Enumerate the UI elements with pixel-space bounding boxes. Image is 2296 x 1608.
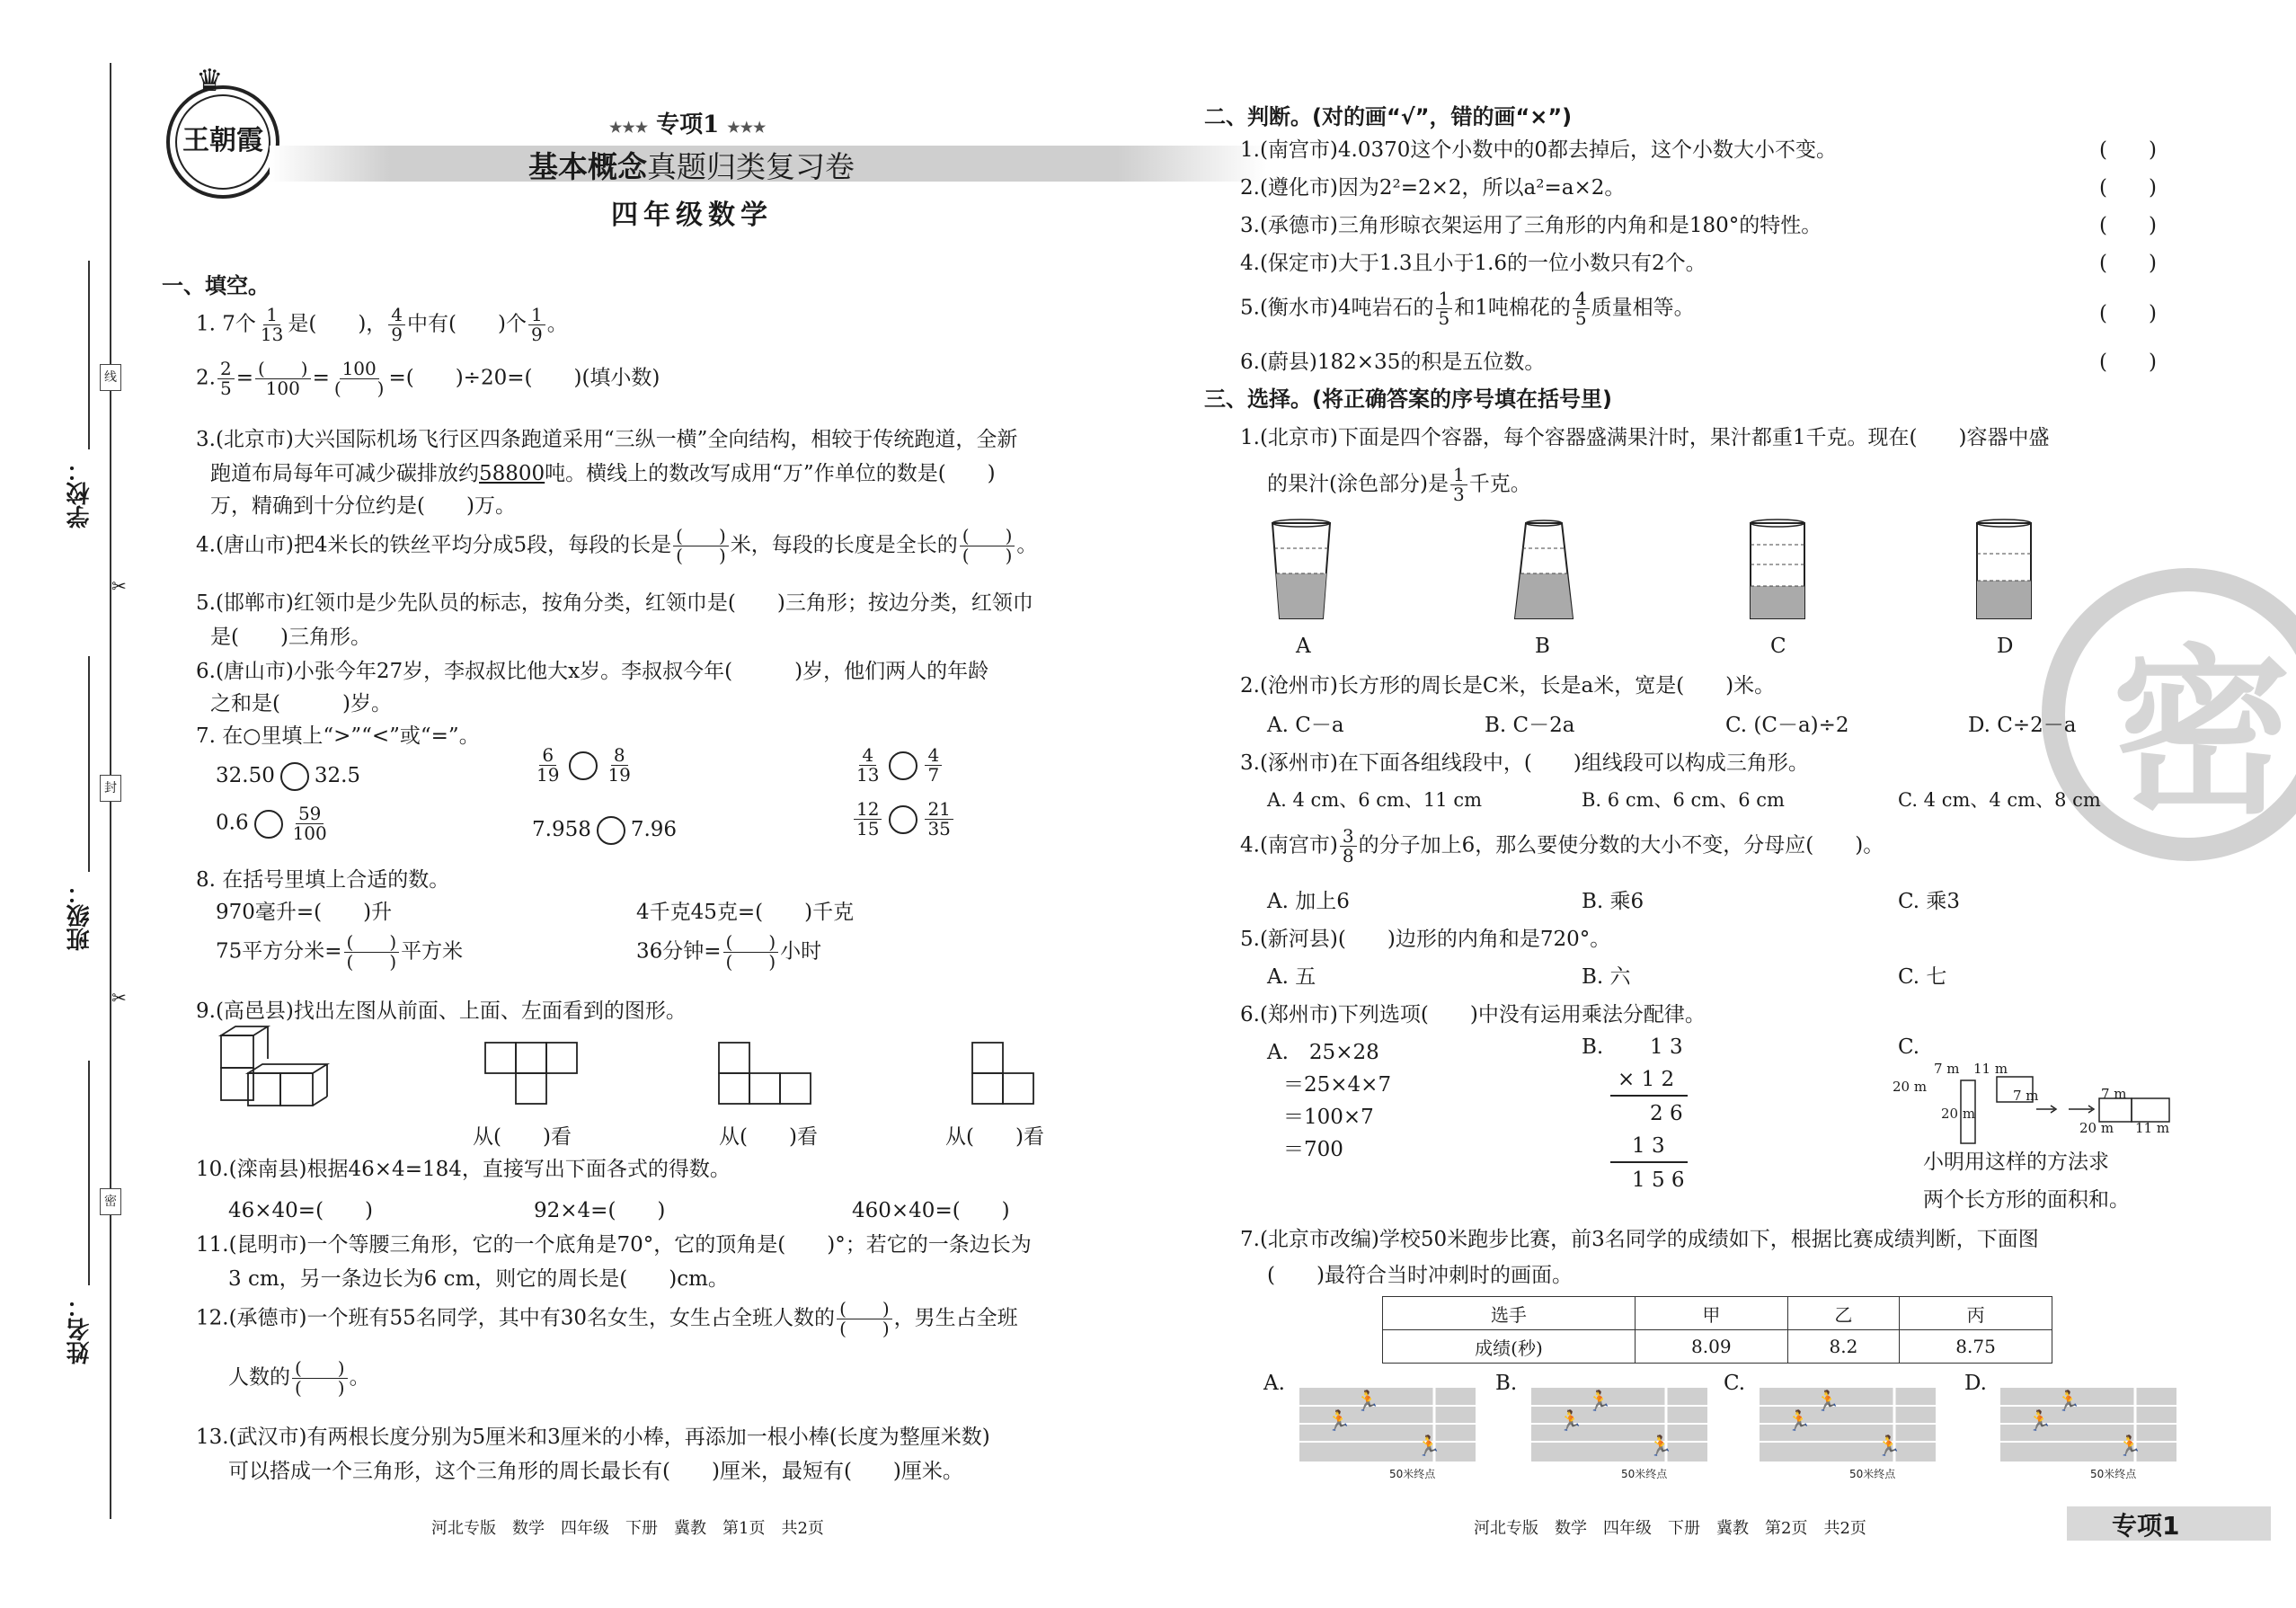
binding-mark-seal: 封: [100, 775, 121, 802]
svg-text:🏃: 🏃: [2117, 1435, 2142, 1458]
table-row: [1383, 1330, 2052, 1364]
binding-mark-close: 密: [100, 1188, 121, 1215]
opt-c-note-1: 小明用这样的方法求: [1923, 1150, 2109, 1174]
calc-line: ＝25×4×7: [1283, 1073, 1392, 1097]
q7: 7. 在○里填上“>”“<”或“=”。: [196, 724, 480, 748]
judge-3-answer[interactable]: ( ): [2099, 214, 2157, 237]
fraction: $\frac{1}{9}$: [528, 306, 545, 344]
svg-text:🏃: 🏃: [2056, 1390, 2081, 1413]
cup-c-label: C: [1770, 635, 1786, 658]
scissor-icon: ✂: [111, 987, 127, 1008]
q12-line1: 12.(承德市)一个班有55名同学，其中有30名女生，女生占全班人数的 ( ) ( ) ，男生占全班: [196, 1298, 1018, 1339]
cup-b-label: B: [1535, 635, 1550, 658]
calc-line: ＝700: [1283, 1138, 1343, 1161]
dim-label: 7 m: [2013, 1088, 2039, 1104]
q6-line2: 之和是( )岁。: [210, 692, 392, 715]
fraction: 100 ( ): [333, 358, 385, 399]
fraction: ( ) ( ): [292, 1359, 348, 1398]
score-table: [1382, 1296, 2052, 1364]
section-choice: 三、选择。(将正确答案的序号填在括号里): [1204, 386, 1612, 412]
page-subtitle: 四年级数学: [611, 200, 773, 231]
svg-text:50米终点: 50米终点: [2090, 1468, 2137, 1480]
q8: 8. 在括号里填上合适的数。: [196, 868, 450, 892]
fraction: ( ) 100: [255, 360, 311, 398]
choice-5-opt-b[interactable]: B. 六: [1582, 965, 1631, 989]
q8-item2: 4千克45克=( )千克: [636, 901, 855, 924]
race-option-label[interactable]: C.: [1724, 1372, 1746, 1395]
rectangles-figure: [1893, 1068, 2180, 1149]
q4: 4.(唐山市)把4米长的铁丝平均分成5段，每段的长是 ( ) ( ) 米，每段的长度是全长的 ( ) ( ) 。: [196, 525, 1038, 566]
choice-2-opt-b[interactable]: B. C－2a: [1485, 714, 1575, 737]
q7-item1: 32.50 32.5: [216, 762, 360, 791]
svg-text:🏃: 🏃: [1876, 1435, 1902, 1458]
choice-4: 4.(南宫市) $\frac{3}{8}$ 的分子加上6，那么要使分数的大小不变，分母应( )。: [1240, 825, 1884, 866]
q9: 9.(高邑县)找出左图从前面、上面、左面看到的图形。: [196, 999, 687, 1023]
corner-tag: 专项1: [2112, 1511, 2180, 1541]
cup-a: [1267, 518, 1339, 626]
choice-2-opt-a[interactable]: A. C－a: [1267, 714, 1344, 737]
table-cell: 选手: [1383, 1297, 1636, 1330]
svg-text:密: 密: [2112, 629, 2292, 839]
choice-3: 3.(涿州市)在下面各组线段中，( )组线段可以构成三角形。: [1240, 751, 1809, 775]
choice-6-opt-c[interactable]: C.: [1898, 1035, 1920, 1059]
cup-a-label: A: [1296, 635, 1311, 658]
q10-item1: 46×40=( ): [228, 1199, 374, 1222]
q12-line2: 人数的 ( ) ( ) 。: [228, 1357, 370, 1399]
q7-item6: [852, 800, 955, 839]
cup-d: [1970, 518, 2042, 626]
judge-5: 5.(衡水市)4吨岩石的 $\frac{1}{5}$ 和1吨棉花的 $\frac{4}{5}$ 质量相等。: [1240, 288, 1695, 329]
table-row: [1383, 1297, 2052, 1330]
q9-view1-label: 从( )看: [473, 1125, 572, 1149]
fraction: $\frac{8}{19}$: [607, 744, 631, 786]
judge-4-answer[interactable]: ( ): [2099, 252, 2157, 275]
compare-circle[interactable]: [597, 816, 625, 845]
calc-line: 1 3: [1632, 1134, 1665, 1158]
q9-view2-label: 从( )看: [719, 1125, 818, 1149]
fraction: $\frac{1}{13}$: [260, 304, 284, 345]
logo-badge: [166, 85, 279, 199]
table-cell: 甲: [1635, 1297, 1787, 1330]
opt-c-note-2: 两个长方形的面积和。: [1923, 1188, 2130, 1212]
dim-label: 7 m: [2101, 1086, 2127, 1102]
dim-label: 11 m: [2135, 1120, 2170, 1136]
judge-6: 6.(蔚县)182×35的积是五位数。: [1240, 351, 1546, 374]
svg-text:🏃: 🏃: [1355, 1390, 1380, 1413]
compare-circle[interactable]: [889, 751, 918, 780]
judge-6-answer[interactable]: ( ): [2099, 351, 2157, 374]
q9-cube-figure: [216, 1025, 341, 1115]
q11-line2: 3 cm，另一条边长为6 cm，则它的周长是( )cm。: [228, 1267, 729, 1291]
q7-item3: [852, 746, 944, 785]
judge-1: 1.(南宫市)4.0370这个小数中的0都去掉后，这个小数大小不变。: [1240, 138, 1838, 162]
q8-item4: 36分钟= ( ) ( ) 小时: [636, 931, 822, 973]
dim-label: 20 m: [2079, 1120, 2114, 1136]
q11-line1: 11.(昆明市)一个等腰三角形，它的一个底角是70°，它的顶角是( )°；若它的一条边长为: [196, 1233, 1032, 1257]
table-cell: 丙: [1900, 1297, 2052, 1330]
table-cell: 成绩(秒): [1383, 1330, 1636, 1364]
svg-text:🏃: 🏃: [1558, 1410, 1583, 1433]
class-label: 班级：: [66, 881, 93, 951]
race-option-label[interactable]: B.: [1495, 1372, 1518, 1395]
q13-line1: 13.(武汉市)有两根长度分别为5厘米和3厘米的小棒，再添加一根小棒(长度为整厘米数): [196, 1426, 990, 1449]
choice-6: 6.(郑州市)下列选项( )中没有运用乘法分配律。: [1240, 1003, 1706, 1026]
fraction: $\frac{59}{100}$: [292, 803, 327, 844]
choice-6-opt-a[interactable]: A. 25×28: [1267, 1041, 1379, 1064]
judge-3: 3.(承德市)三角形晾衣架运用了三角形的内角和是180°的特性。: [1240, 214, 1822, 237]
race-picture: [2000, 1384, 2176, 1483]
q3-line2: 跑道布局每年可减少碳排放约58800吨。横线上的数改写成用“万”作单位的数是( ): [210, 462, 996, 485]
judge-2-answer[interactable]: ( ): [2099, 176, 2157, 200]
choice-5: 5.(新河县)( )边形的内角和是720°。: [1240, 928, 1611, 951]
choice-2: 2.(沧州市)长方形的周长是C米，长是a米，宽是( )米。: [1240, 674, 1776, 697]
choice-2-opt-c[interactable]: C. (C－a)÷2: [1725, 714, 1849, 737]
fraction: $\frac{6}{19}$: [536, 744, 560, 786]
q10-item2: 92×4=( ): [534, 1199, 666, 1222]
q3-line1: 3.(北京市)大兴国际机场飞行区四条跑道采用“三纵一横”全向结构，相较于传统跑道，全新: [196, 428, 1018, 451]
crown-icon: ♛: [196, 63, 224, 99]
svg-text:50米终点: 50米终点: [1849, 1468, 1896, 1480]
choice-4-opt-a[interactable]: A. 加上6: [1267, 890, 1350, 913]
footer-right: 河北专版 数学 四年级 下册 冀教 第2页 共2页: [1474, 1519, 1866, 1538]
choice-3-opt-a[interactable]: A. 4 cm、6 cm、11 cm: [1267, 789, 1483, 811]
footer-left: 河北专版 数学 四年级 下册 冀教 第1页 共2页: [431, 1519, 824, 1538]
cup-c: [1743, 518, 1815, 626]
calc-line: 1 3: [1650, 1035, 1683, 1059]
choice-6-opt-b[interactable]: B.: [1582, 1035, 1604, 1059]
q9-view3: [971, 1041, 1042, 1113]
dim-label: 11 m: [1973, 1061, 2008, 1077]
race-picture: [1299, 1384, 1476, 1483]
q1: 1. 7个 $\frac{1}{13}$ 是( )， $\frac{4}{9}$ 中有( )个 $\frac{1}{9}$ 。: [196, 304, 568, 345]
calc-line: 1 5 6: [1632, 1168, 1685, 1192]
section-judge: 二、判断。(对的画“√”，错的画“×”): [1204, 104, 1573, 129]
fraction: $\frac{4}{13}$: [856, 744, 880, 786]
table-cell: 8.75: [1900, 1330, 2052, 1364]
dim-label: 20 m: [1893, 1079, 1928, 1095]
judge-5-answer[interactable]: ( ): [2099, 302, 2157, 325]
dim-label: 7 m: [1934, 1061, 1960, 1077]
compare-circle[interactable]: [889, 805, 918, 834]
compare-circle[interactable]: [569, 751, 598, 780]
race-picture: [1531, 1384, 1707, 1483]
school-field[interactable]: [88, 261, 90, 449]
choice-5-opt-c[interactable]: C. 七: [1898, 965, 1947, 989]
choice-4-opt-b[interactable]: B. 乘6: [1582, 890, 1644, 913]
q2: 2. $\frac{2}{5}$ = ( ) 100 = 100 ( ) =( )÷20=( )(填小数): [196, 358, 660, 399]
q5-line1: 5.(邯郸市)红领巾是少先队员的标志，按角分类，红领巾是( )三角形；按边分类，红领巾: [196, 591, 1033, 615]
fraction: ( ) ( ): [960, 527, 1015, 565]
binding-mark-line: 线: [100, 364, 121, 391]
compare-circle[interactable]: [280, 762, 309, 791]
svg-text:🏃: 🏃: [1648, 1435, 1673, 1458]
svg-text:50米终点: 50米终点: [1621, 1468, 1668, 1480]
table-cell: 8.2: [1787, 1330, 1899, 1364]
fraction: $\frac{21}{35}$: [925, 800, 953, 839]
fraction: $\frac{3}{8}$: [1340, 827, 1357, 866]
name-field[interactable]: [88, 1061, 90, 1285]
q3-line3: 万，精确到十分位约是( )万。: [210, 494, 516, 518]
q10-item3: 460×40=( ): [852, 1199, 1010, 1222]
q13-line2: 可以搭成一个三角形，这个三角形的周长最长有( )厘米，最短有( )厘米。: [228, 1460, 963, 1483]
svg-text:50米终点: 50米终点: [1389, 1468, 1436, 1480]
special-tag: ★★★ 专项1 ★★★: [609, 111, 767, 138]
logo-text: 王朝霞: [182, 125, 263, 156]
svg-text:🏃: 🏃: [1786, 1410, 1812, 1433]
calc-line: 2 6: [1650, 1102, 1683, 1125]
calc-rule: [1610, 1095, 1688, 1097]
compare-circle[interactable]: [254, 810, 283, 839]
calc-rule: [1610, 1161, 1688, 1163]
table-cell: 8.09: [1635, 1330, 1787, 1364]
svg-text:🏃: 🏃: [1326, 1410, 1352, 1433]
svg-text:🏃: 🏃: [1815, 1390, 1840, 1413]
cup-b: [1510, 518, 1582, 626]
fraction: $\frac{4}{5}$: [1573, 289, 1590, 328]
page-title: 基本概念真题归类复习卷: [528, 149, 855, 184]
name-label: 姓名：: [66, 1294, 93, 1364]
judge-1-answer[interactable]: ( ): [2099, 138, 2157, 162]
q9-view1: [483, 1041, 591, 1113]
choice-3-opt-c[interactable]: C. 4 cm、4 cm、8 cm: [1898, 789, 2101, 811]
q10: 10.(滦南县)根据46×4=184，直接写出下面各式的得数。: [196, 1158, 731, 1181]
calc-line: × 1 2: [1618, 1068, 1675, 1091]
q8-item3: 75平方分米= ( ) ( ) 平方米: [216, 931, 464, 973]
choice-5-opt-a[interactable]: A. 五: [1267, 965, 1316, 989]
fraction: ( ) ( ): [344, 933, 400, 972]
choice-3-opt-b[interactable]: B. 6 cm、6 cm、6 cm: [1582, 789, 1785, 811]
fraction: $\frac{12}{15}$: [854, 800, 882, 839]
class-field[interactable]: [88, 656, 90, 872]
judge-4: 4.(保定市)大于1.3且小于1.6的一位小数只有2个。: [1240, 252, 1706, 275]
choice-4-opt-c[interactable]: C. 乘3: [1898, 890, 1961, 913]
fraction: $\frac{2}{5}$: [217, 360, 235, 398]
section-fill-in: 一、填空。: [162, 273, 270, 298]
fraction: $\frac{1}{5}$: [1436, 289, 1453, 328]
choice-2-opt-d[interactable]: D. C÷2－a: [1968, 714, 2077, 737]
cup-d-label: D: [1997, 635, 2014, 658]
calc-line: ＝100×7: [1283, 1106, 1374, 1129]
table-cell: 乙: [1787, 1297, 1899, 1330]
fraction: $\frac{4}{7}$: [925, 746, 942, 785]
choice-1-line1: 1.(北京市)下面是四个容器，每个容器盛满果汁时，果汁都重1千克。现在( )容器中盛: [1240, 426, 2050, 449]
q8-item1: 970毫升=( )升: [216, 901, 393, 924]
svg-text:🏃: 🏃: [1587, 1390, 1612, 1413]
fraction: $\frac{1}{3}$: [1450, 466, 1467, 504]
svg-text:20 m: 20 m: [1941, 1106, 1976, 1122]
q7-item2: [532, 746, 635, 785]
race-option-label[interactable]: A.: [1263, 1372, 1285, 1395]
judge-2: 2.(遵化市)因为2²=2×2，所以a²=a×2。: [1240, 176, 1626, 200]
q7-item5: 7.958 7.96: [532, 816, 677, 845]
fraction: ( ) ( ): [837, 1300, 892, 1338]
q9-view3-label: 从( )看: [945, 1125, 1044, 1149]
fraction: ( ) ( ): [673, 527, 729, 565]
choice-7-line2: ( )最符合当时冲刺时的画面。: [1267, 1264, 1573, 1287]
choice-7-line1: 7.(北京市改编)学校50米跑步比赛，前3名同学的成绩如下，根据比赛成绩判断，下面图: [1240, 1228, 2039, 1251]
scissor-icon: ✂: [111, 575, 127, 597]
svg-text:🏃: 🏃: [1416, 1435, 1441, 1458]
race-picture: [1760, 1384, 1936, 1483]
choice-1-line2: 的果汁(涂色部分)是 $\frac{1}{3}$ 千克。: [1267, 464, 1531, 505]
fraction: ( ) ( ): [723, 933, 779, 972]
q7-item4: 0.6 $\frac{59}{100}$: [216, 804, 332, 843]
q9-view2: [717, 1041, 825, 1113]
race-option-label[interactable]: D.: [1964, 1372, 1987, 1395]
q5-line2: 是( )三角形。: [210, 626, 371, 649]
svg-text:🏃: 🏃: [2027, 1410, 2052, 1433]
q6-line1: 6.(唐山市)小张今年27岁，李叔叔比他大x岁。李叔叔今年( )岁，他们两人的年龄: [196, 660, 989, 683]
school-label: 学校：: [66, 458, 93, 529]
fraction: $\frac{4}{9}$: [388, 306, 405, 344]
